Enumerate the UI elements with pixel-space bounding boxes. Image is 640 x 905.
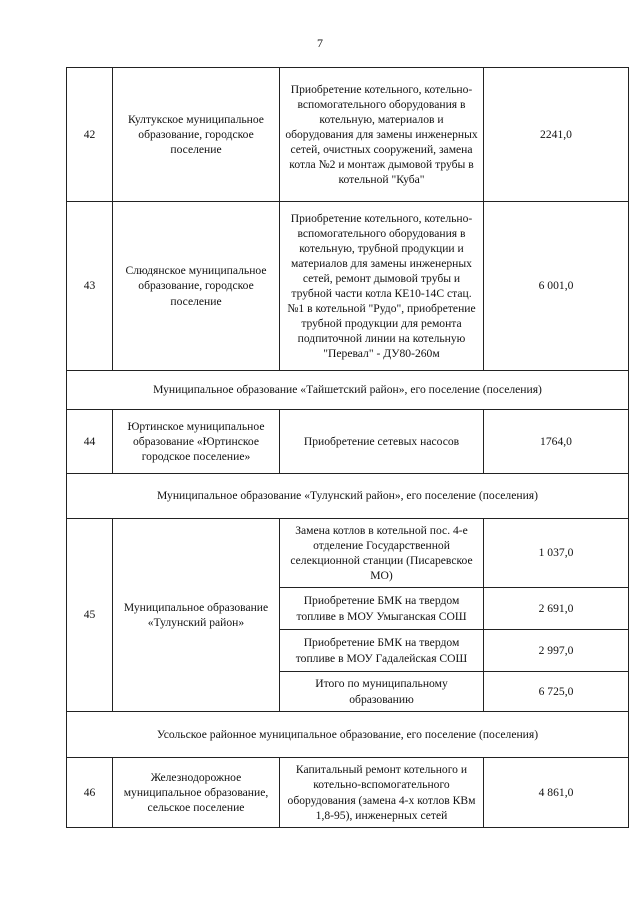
amount-value: 2 691,0	[484, 588, 629, 630]
work-description: Приобретение сетевых насосов	[280, 410, 484, 474]
municipality-name: Юртинское муниципальное образование «Юртинское городское поселение»	[113, 410, 280, 474]
table-row	[67, 410, 629, 474]
municipality-name: Муниципальное образование «Тулунский район»	[113, 519, 280, 712]
amount-value: 4 861,0	[484, 758, 629, 828]
row-number: 42	[67, 68, 113, 202]
table-row	[67, 758, 629, 828]
table-row	[67, 519, 629, 588]
amount-value: 6 001,0	[484, 202, 629, 371]
work-description: Замена котлов в котельной пос. 4-е отделение Государственной селекционной станции (Писаревское МО)	[280, 519, 484, 588]
work-description: Приобретение БМК на твердом топливе в МОУ Гадалейская СОШ	[280, 630, 484, 672]
section-heading: Муниципальное образование «Тулунский район», его поселение (поселения)	[67, 474, 629, 519]
amount-value: 2 997,0	[484, 630, 629, 672]
section-heading: Муниципальное образование «Тайшетский район», его поселение (поселения)	[67, 371, 629, 410]
amount-value: 1 037,0	[484, 519, 629, 588]
section-row	[67, 371, 629, 410]
section-row	[67, 474, 629, 519]
row-number: 45	[67, 519, 113, 712]
work-description: Приобретение БМК на твердом топливе в МОУ Умыганская СОШ	[280, 588, 484, 630]
work-description: Капитальный ремонт котельного и котельно-вспомогательного оборудования (замена 4-х котлов КВм 1,8-95), инженерных сетей	[280, 758, 484, 828]
municipality-name: Слюдянское муниципальное образование, городское поселение	[113, 202, 280, 371]
row-number: 44	[67, 410, 113, 474]
amount-value: 2241,0	[484, 68, 629, 202]
subtotal-value: 6 725,0	[484, 672, 629, 712]
row-number: 46	[67, 758, 113, 828]
work-description: Приобретение котельного, котельно-вспомогательного оборудования в котельную, материалов и оборудования для замены инженерных сетей, очистных сооружений, замена котла №2 и монтаж дымовой трубы в котельной "Куба"	[280, 68, 484, 202]
section-row	[67, 712, 629, 758]
municipality-name: Култукское муниципальное образование, городское поселение	[113, 68, 280, 202]
amount-value: 1764,0	[484, 410, 629, 474]
municipality-name: Железнодорожное муниципальное образование, сельское поселение	[113, 758, 280, 828]
subtotal-label: Итого по муниципальному образованию	[280, 672, 484, 712]
funding-table	[66, 67, 629, 828]
section-heading: Усольское районное муниципальное образование, его поселение (поселения)	[67, 712, 629, 758]
table-row	[67, 202, 629, 371]
page-number: 7	[317, 36, 323, 50]
work-description: Приобретение котельного, котельно-вспомогательного оборудования в котельную, трубной продукции и материалов для замены инженерных сетей, ремонт дымовой трубы и трубной части котла КЕ10-14С стац. №1 в котельной "Рудо", приобретение трубной продукции для ремонта подпиточной линии на котельную "Перевал" - ДУ80-260м	[280, 202, 484, 371]
row-number: 43	[67, 202, 113, 371]
table-row	[67, 68, 629, 202]
